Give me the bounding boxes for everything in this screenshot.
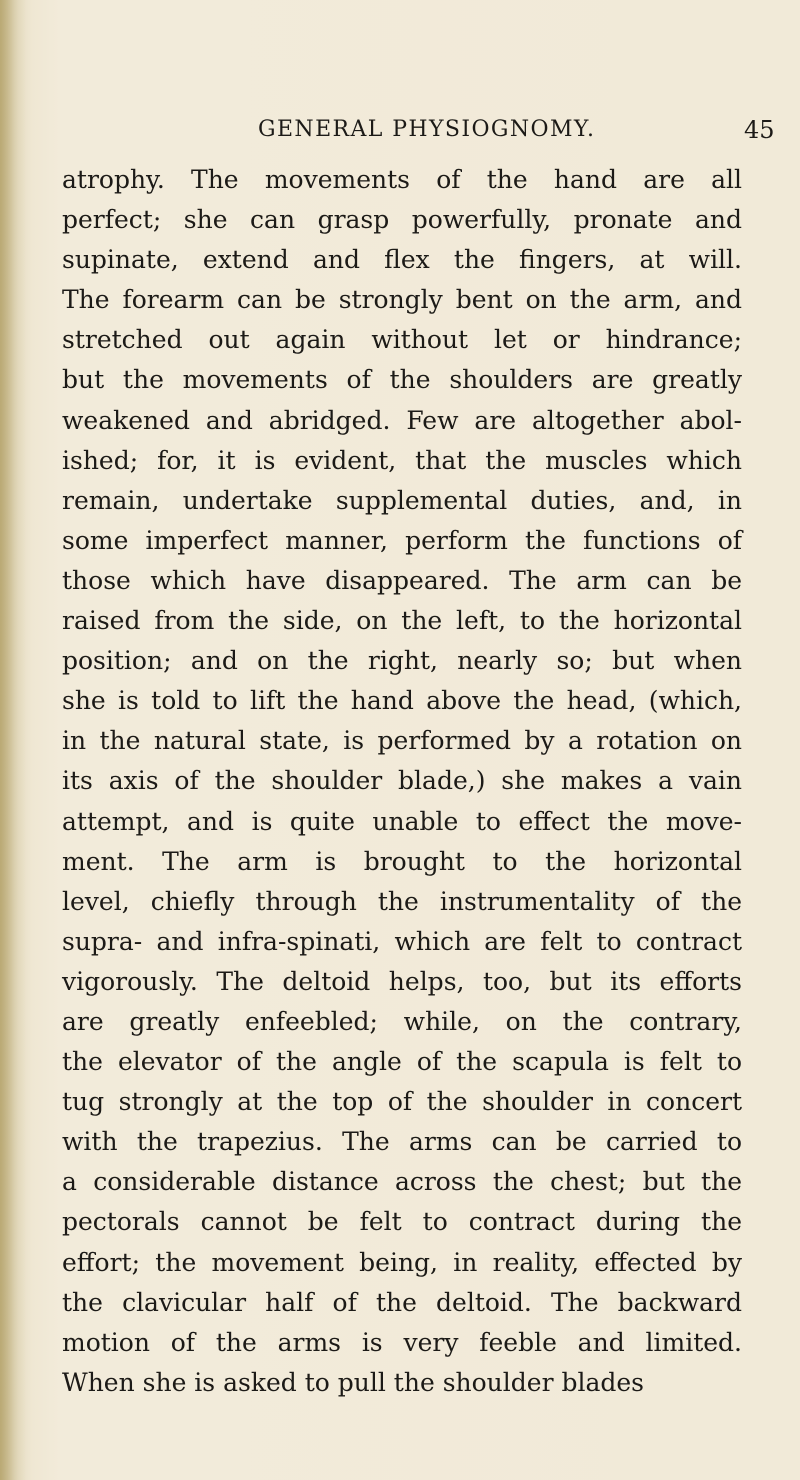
text-line: tug strongly at the top of the shoulder in concert (62, 1087, 742, 1117)
text-line: the elevator of the angle of the scapula is felt to (62, 1047, 742, 1077)
text-line: remain, undertake supplemental duties, and, in (62, 485, 742, 515)
text-line: in the natural state, is performed by a rotation on (62, 726, 742, 756)
text-line: position; and on the right, nearly so; but when (62, 646, 742, 676)
text-line: with the trapezius. The arms can be carried to (62, 1127, 742, 1157)
text-line: perfect; she can grasp powerfully, pronate and (62, 205, 742, 235)
text-line: atrophy. The movements of the hand are all (62, 165, 742, 194)
text-line: the clavicular half of the deltoid. The backward (62, 1287, 742, 1317)
text-line: weakened and abridged. Few are altogether abol- (62, 405, 742, 435)
text-line: pectorals cannot be felt to contract during the (62, 1207, 742, 1237)
text-line: effort; the movement being, in reality, effected by (62, 1247, 742, 1277)
body-text (62, 160, 742, 1403)
text-line: but the movements of the shoulders are greatly (62, 365, 742, 395)
text-line: raised from the side, on the left, to the horizontal (62, 606, 742, 636)
text-line: ment. The arm is brought to the horizontal (62, 846, 742, 876)
running-head (0, 117, 800, 147)
text-line: level, chiefly through the instrumentality of the (62, 886, 742, 916)
text-line: those which have disappeared. The arm can be (62, 565, 742, 595)
page-number: 45 (744, 116, 775, 144)
text-line: a considerable distance across the chest; but the (62, 1167, 742, 1197)
text-line: she is told to lift the hand above the head, (which, (62, 686, 742, 716)
text-line: supinate, extend and flex the fingers, at will. (62, 245, 742, 275)
text-line: some imperfect manner, perform the functions of (62, 525, 742, 555)
text-line: vigorously. The deltoid helps, too, but its efforts (62, 966, 742, 996)
text-line: are greatly enfeebled; while, on the contrary, (62, 1006, 742, 1036)
text-line: motion of the arms is very feeble and limited. (62, 1327, 742, 1357)
text-line: ished; for, it is evident, that the muscles which (62, 445, 742, 475)
text-line: When she is asked to pull the shoulder blades (62, 1367, 644, 1397)
text-line: The forearm can be strongly bent on the arm, and (62, 285, 742, 315)
text-line: stretched out again without let or hindrance; (62, 325, 742, 355)
binding-gutter (0, 0, 26, 1480)
text-line: its axis of the shoulder blade,) she makes a vain (62, 766, 742, 796)
running-head-title: GENERAL PHYSIOGNOMY. (258, 117, 596, 142)
text-line: supra- and infra-spinati, which are felt to contract (62, 926, 742, 956)
text-line: attempt, and is quite unable to effect the move- (62, 806, 742, 836)
